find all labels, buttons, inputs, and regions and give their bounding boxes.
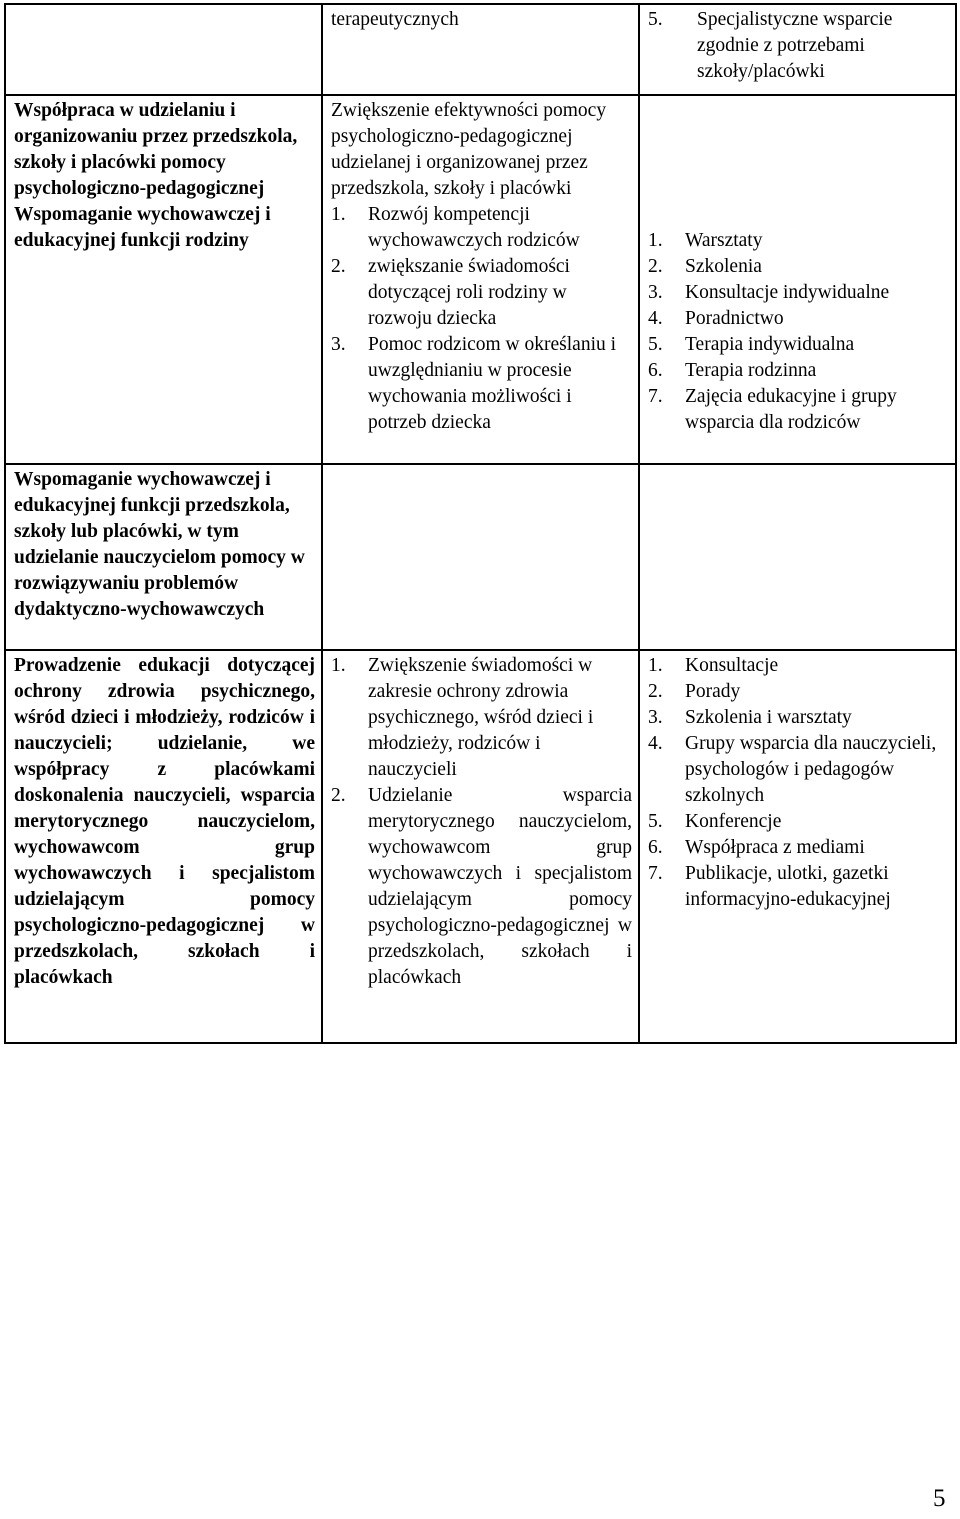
list-item (648, 332, 949, 358)
list-number: 1. (331, 204, 346, 225)
list-text: Warsztaty (685, 230, 763, 251)
list-item (648, 861, 949, 913)
list-item (331, 202, 632, 254)
list-number: 3. (331, 334, 346, 355)
list-number: 4. (648, 308, 663, 329)
list-item (648, 384, 949, 436)
area-cell (5, 95, 322, 464)
forms-list (648, 228, 949, 436)
list-text: Publikacje, ulotki, gazetki informacyjno-edukacyjnej (685, 863, 891, 910)
list-text: Szkolenia i warsztaty (685, 707, 852, 728)
list-item (331, 653, 632, 783)
list-number: 2. (331, 256, 346, 277)
list-item (648, 705, 949, 731)
goals-intro: terapeutycznych (331, 9, 459, 30)
list-item (648, 358, 949, 384)
list-item (331, 254, 632, 332)
area-cell (5, 4, 322, 95)
area-cell (5, 464, 322, 650)
list-item (648, 7, 949, 85)
list-number: 1. (648, 230, 663, 251)
list-text: zwiększanie świadomości dotyczącej roli rodziny w rozwoju dziecka (368, 256, 570, 329)
list-text: Konsultacje (685, 655, 779, 676)
goals-intro: Zwiększenie efektywności pomocy psychologiczno-pedagogicznej udzielanej i organizowanej przez przedszkola, szkoły i placówki (331, 100, 607, 199)
list-text: Zajęcia edukacyjne i grupy wsparcia dla rodziców (685, 386, 897, 433)
list-item (648, 306, 949, 332)
list-item (648, 731, 949, 809)
forms-cell (639, 650, 956, 1043)
list-text: Porady (685, 681, 741, 702)
forms-cell (639, 464, 956, 650)
list-number: 6. (648, 360, 663, 381)
list-number: 1. (648, 655, 663, 676)
area-text: Wspomaganie wychowawczej i edukacyjnej funkcji rodziny (14, 204, 271, 251)
list-text: Konferencje (685, 811, 782, 832)
spacer (648, 98, 949, 228)
goals-list (331, 653, 632, 991)
list-number: 5. (648, 9, 663, 30)
table-row (5, 464, 956, 650)
list-number: 2. (331, 785, 346, 806)
program-table (4, 3, 957, 1044)
list-text: Terapia rodzinna (685, 360, 817, 381)
forms-cell (639, 4, 956, 95)
list-number: 1. (331, 655, 346, 676)
list-text: Szkolenia (685, 256, 762, 277)
list-text: Współpraca z mediami (685, 837, 865, 858)
list-number: 3. (648, 707, 663, 728)
list-number: 7. (648, 386, 663, 407)
list-number: 5. (648, 334, 663, 355)
table-row (5, 4, 956, 95)
area-cell (5, 650, 322, 1043)
list-item (648, 835, 949, 861)
list-item (648, 254, 949, 280)
list-number: 2. (648, 681, 663, 702)
list-item (648, 653, 949, 679)
goals-list (331, 202, 632, 436)
list-text: Udzielanie wsparcia merytorycznego nauczycielom, wychowawcom grup wychowawczych i specjalistom udzielającym pomocy psychologiczno-pedagogicznej w przedszkolach, szkołach i placówkach (368, 785, 632, 988)
area-text: Wspomaganie wychowawczej i edukacyjnej funkcji przedszkola, szkoły lub placówki, w tym udzielanie nauczycielom pomocy w rozwiązywaniu problemów dydaktyczno-wychowawczych (14, 469, 305, 620)
list-number: 4. (648, 733, 663, 754)
list-text: Pomoc rodzicom w określaniu i uwzględnianiu w procesie wychowania możliwości i potrzeb dziecka (368, 334, 617, 433)
list-item (648, 679, 949, 705)
list-number: 7. (648, 863, 663, 884)
forms-list (648, 7, 949, 85)
table-row (5, 95, 956, 464)
list-text: Terapia indywidualna (685, 334, 855, 355)
list-text: Zwiększenie świadomości w zakresie ochrony zdrowia psychicznego, wśród dzieci i młodzieży, rodziców i nauczycieli (368, 655, 594, 780)
list-number: 3. (648, 282, 663, 303)
list-item (331, 332, 632, 436)
forms-list (648, 653, 949, 913)
forms-cell (639, 95, 956, 464)
list-text: Poradnictwo (685, 308, 784, 329)
goals-cell (322, 464, 639, 650)
list-item (648, 228, 949, 254)
list-number: 5. (648, 811, 663, 832)
page-number: 5 (933, 1485, 946, 1512)
list-text: Rozwój kompetencji wychowawczych rodziców (368, 204, 580, 251)
list-number: 6. (648, 837, 663, 858)
table-row (5, 650, 956, 1043)
list-text: Grupy wsparcia dla nauczycieli, psychologów i pedagogów szkolnych (685, 733, 937, 806)
list-number: 2. (648, 256, 663, 277)
goals-cell (322, 4, 639, 95)
list-item (331, 783, 632, 991)
list-item (648, 280, 949, 306)
area-text: Współpraca w udzielaniu i organizowaniu przez przedszkola, szkoły i placówki pomocy psychologiczno-pedagogicznej (14, 100, 298, 199)
goals-cell (322, 95, 639, 464)
area-text: Prowadzenie edukacji dotyczącej ochrony zdrowia psychicznego, wśród dzieci i młodzieży, rodziców i nauczycieli; udzielanie, we współpracy z placówkami doskonalenia nauczycieli, wsparcia merytorycznego nauczycielom, wychowawcom grup wychowawczych i specjalistom udzielającym pomocy psychologiczno-pedagogicznej w przedszkolach, szkołach i placówkach (14, 655, 315, 988)
list-text: Specjalistyczne wsparcie zgodnie z potrzebami szkoły/placówki (697, 9, 893, 82)
list-text: Konsultacje indywidualne (685, 282, 890, 303)
list-item (648, 809, 949, 835)
goals-cell (322, 650, 639, 1043)
